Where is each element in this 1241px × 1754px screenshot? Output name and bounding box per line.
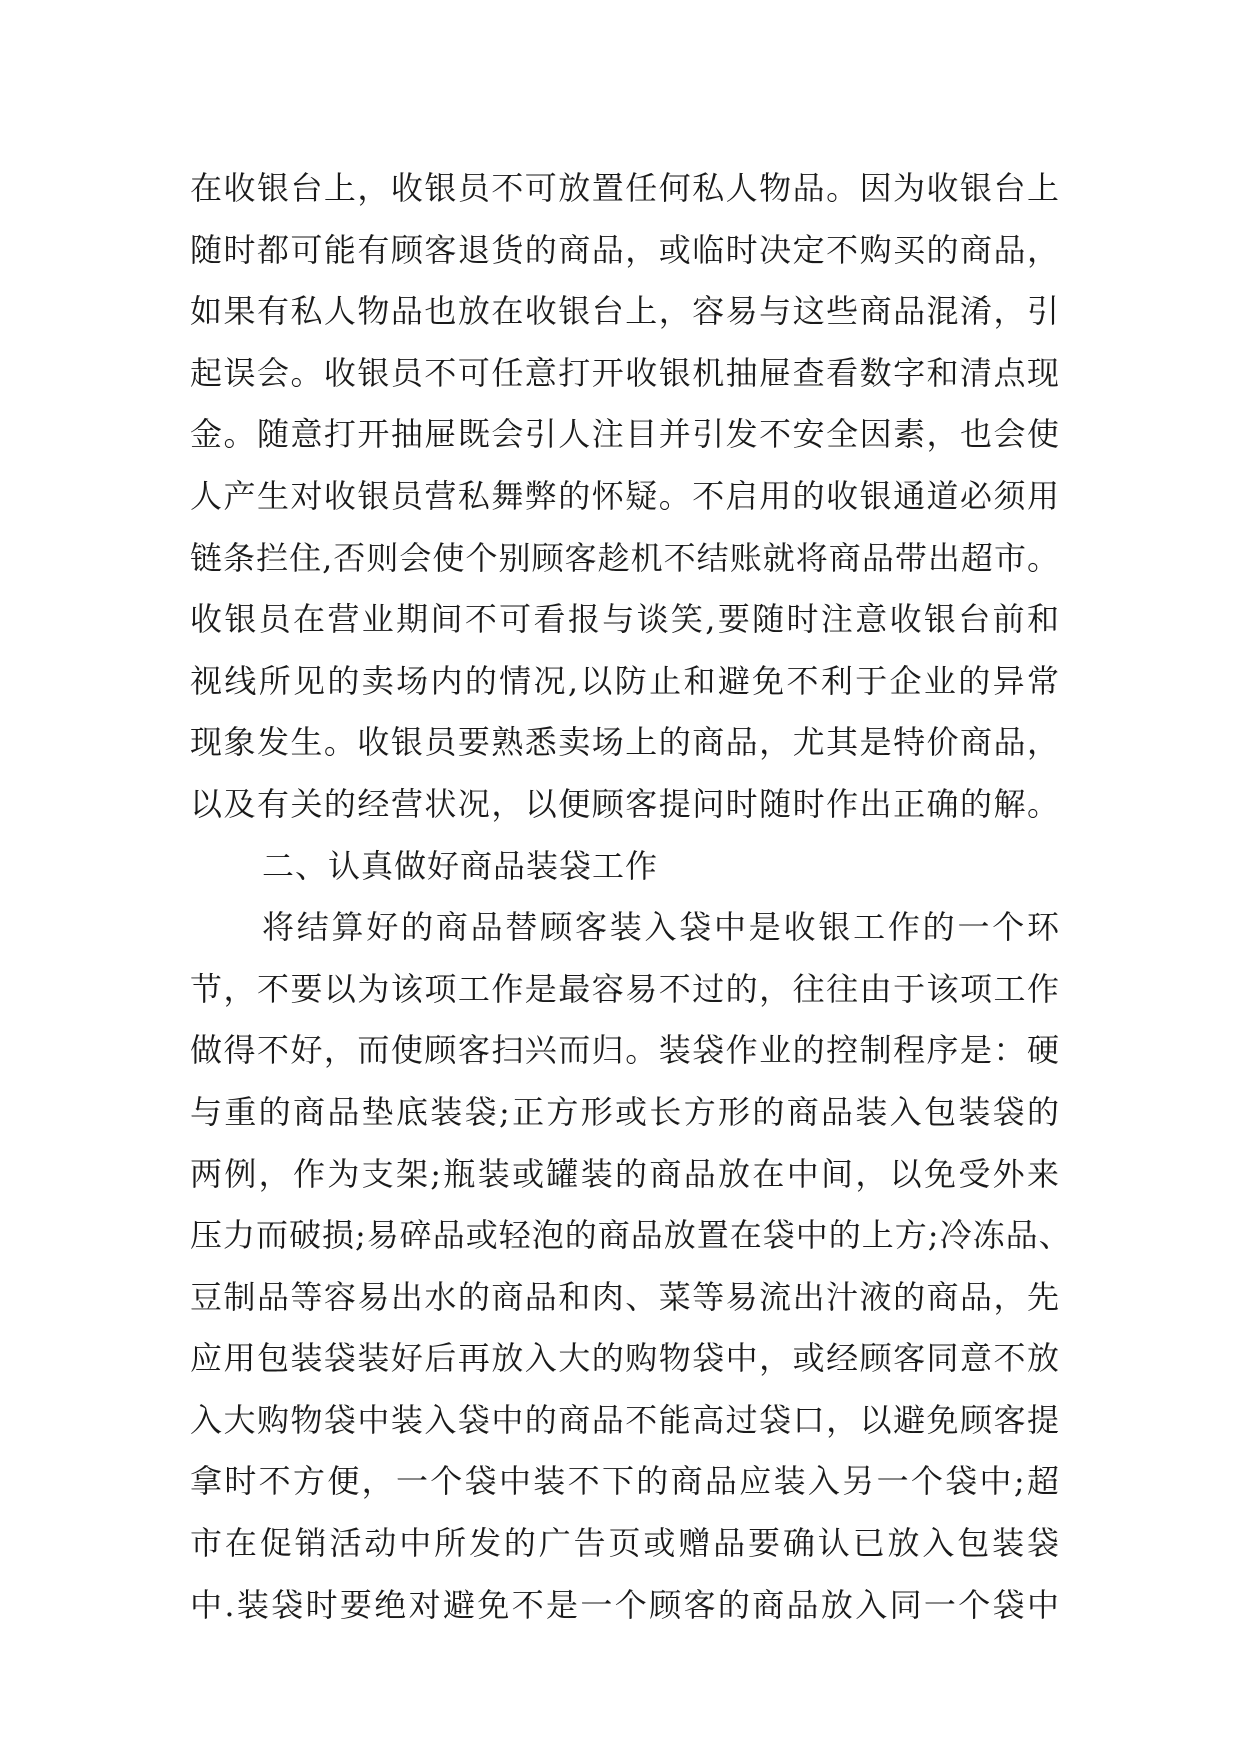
paragraph-line: 两例，作为支架;瓶装或罐装的商品放在中间，以免受外来 (190, 1154, 1060, 1193)
paragraph-line: 应用包装袋装好后再放入大的购物袋中，或经顾客同意不放 (190, 1339, 1060, 1378)
paragraph-line: 将结算好的商品替顾客装入袋中是收银工作的一个环 (262, 908, 1060, 947)
paragraph-line: 在收银台上，收银员不可放置任何私人物品。因为收银台上 (190, 169, 1060, 207)
paragraph-line: 中.装袋时要绝对避免不是一个顾客的商品放入同一个袋中 (190, 1585, 1060, 1624)
paragraph-line: 节，不要以为该项工作是最容易不过的，往往由于该项工作 (190, 969, 1060, 1008)
paragraph-line: 做得不好，而使顾客扫兴而归。装袋作业的控制程序是：硬 (190, 1031, 1060, 1070)
paragraph-line: 与重的商品垫底装袋;正方形或长方形的商品装入包装袋的 (190, 1092, 1060, 1131)
document-body (190, 158, 1072, 1636)
paragraph-line: 人产生对收银员营私舞弊的怀疑。不启用的收银通道必须用 (190, 476, 1060, 515)
paragraph-line: 金。随意打开抽屉既会引人注目并引发不安全因素，也会使 (190, 415, 1060, 454)
paragraph-line: 随时都可能有顾客退货的商品，或临时决定不购买的商品， (190, 230, 1060, 269)
paragraph-line: 压力而破损;易碎品或轻泡的商品放置在袋中的上方;冷冻品、 (190, 1216, 1072, 1255)
section-heading: 二、认真做好商品装袋工作 (262, 846, 659, 885)
paragraph-line: 拿时不方便，一个袋中装不下的商品应装入另一个袋中;超 (190, 1462, 1060, 1501)
paragraph-line: 起误会。收银员不可任意打开收银机抽屉查看数字和清点现 (190, 353, 1060, 392)
paragraph-line: 链条拦住,否则会使个别顾客趁机不结账就将商品带出超市。 (190, 538, 1060, 577)
paragraph-line: 市在促销活动中所发的广告页或赠品要确认已放入包装袋 (190, 1524, 1060, 1563)
paragraph-line: 收银员在营业期间不可看报与谈笑,要随时注意收银台前和 (190, 600, 1060, 639)
paragraph-line: 现象发生。收银员要熟悉卖场上的商品，尤其是特价商品， (190, 723, 1060, 762)
paragraph-line: 如果有私人物品也放在收银台上，容易与这些商品混淆，引 (190, 292, 1060, 331)
paragraph-line: 入大购物袋中装入袋中的商品不能高过袋口，以避免顾客提 (190, 1400, 1060, 1439)
paragraph-line: 豆制品等容易出水的商品和肉、菜等易流出汁液的商品，先 (190, 1277, 1060, 1316)
paragraph-line: 以及有关的经营状况，以便顾客提问时随时作出正确的解。 (190, 784, 1060, 823)
paragraph-line: 视线所见的卖场内的情况,以防止和避免不利于企业的异常 (190, 661, 1060, 700)
